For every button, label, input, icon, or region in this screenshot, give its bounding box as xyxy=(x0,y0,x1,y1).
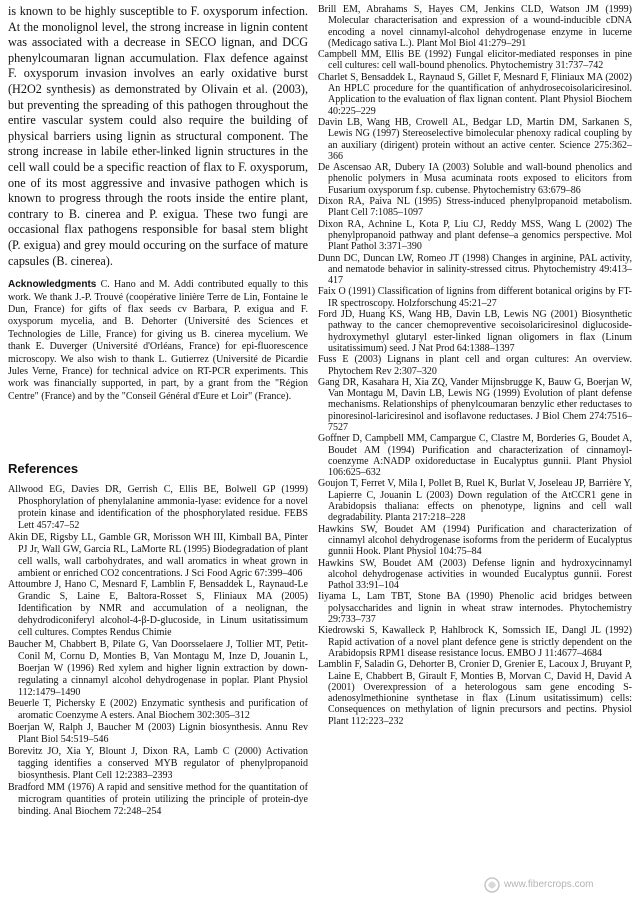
acknowledgements-label: Acknowledgments xyxy=(8,279,97,291)
reference-entry: Borevitz JO, Xia Y, Blount J, Dixon RA, Lamb C (2000) Activation tagging identifies a conserved MYB regulator of phenylpropanoid biosynthesis. Plant Cell 12:2383–2393 xyxy=(8,746,308,781)
reference-entry: Hawkins SW, Boudet AM (2003) Defense lignin and hydroxycinnamyl alcohol dehydrogenase activities in wounded Eucalyptus gunnii. Forest Pathol 33:91–104 xyxy=(318,557,632,592)
reference-entry: Beuerle T, Pichersky E (2002) Enzymatic synthesis and purification of aromatic Coenzyme A esters. Anal Biochem 302:305–312 xyxy=(8,698,308,722)
reference-entry: De Ascensao AR, Dubery IA (2003) Soluble and wall-bound phenolics and phenolic polymers in Musa acuminata roots exposed to elicitors from Fusarium oxysporum f.sp. cubense. Phytochemistry 63:679–86 xyxy=(318,162,632,196)
reference-entry: Davin LB, Wang HB, Crowell AL, Bedgar LD, Martin DM, Sarkanen S, Lewis NG (1997) Stereoselective bimolecular phenoxy radical coupling by an auxiliary (dirigent) protein without an active center. Science 275:362–366 xyxy=(318,116,632,162)
reference-entry: Boerjan W, Ralph J, Baucher M (2003) Lignin biosynthesis. Annu Rev Plant Biol 54:519–546 xyxy=(8,722,308,746)
watermark-text: www.fibercrops.com xyxy=(504,879,594,890)
references-right-list xyxy=(318,4,632,727)
references-left-list xyxy=(8,484,308,817)
reference-entry: Ford JD, Huang KS, Wang HB, Davin LB, Lewis NG (2001) Biosynthetic pathway to the cancer chemopreventive secoisolariciresinol diglucoside-hydroxymethyl glutaryl ester-linked lignan oligomers in flax (Linum usitatissimum) seed. J Nat Prod 64:1388–1397 xyxy=(318,309,632,354)
acknowledgements xyxy=(8,279,308,403)
reference-entry: Gang DR, Kasahara H, Xia ZQ, Vander Mijnsbrugge K, Bauw G, Boerjan W, Van Montagu M, Davin LB, Lewis NG (1999) Evolution of plant defense mechanisms. Relationships of phenylcoumaran benzylic ether reductases to pinoresinol-lariciresinol and isoflavone reductases. J Biol Chem 274:7516–7527 xyxy=(318,376,632,433)
reference-entry: Kiedrowski S, Kawalleck P, Hahlbrock K, Somssich IE, Dangl JL (1992) Rapid activation of a novel plant defence gene is strictly dependent on the Arabidopsis RPM1 disease resistance locus. EMBO J 11:4677–4684 xyxy=(318,625,632,659)
left-column xyxy=(8,4,308,818)
right-column xyxy=(318,4,632,727)
reference-entry: Akin DE, Rigsby LL, Gamble GR, Morisson WH III, Kimball BA, Pinter PJ Jr, Wall GW, Garcia RL, LaMorte RL (1995) Biodegradation of plant cell walls, wall carbohydrates, and wall aromatics in wheat grown in ambient or enriched CO2 concentrations. J Sci Food Agric 67:399–406 xyxy=(8,531,308,579)
reference-entry: Baucher M, Chabbert B, Pilate G, Van Doorsselaere J, Tollier MT, Petit-Conil M, Cornu D, Monties B, Van Montagu M, Inze D, Jouanin L, Boerjan W (1996) Red xylem and higher lignin extraction by down-regulating a cinnamyl alcohol dehydrogenase in poplar. Plant Physiol 112:1479–1490 xyxy=(8,638,308,698)
body-paragraph: is known to be highly susceptible to F. oxysporum infection. At the monolignol level, the strong increase in lignin content was associated with a decrease in SECO lignan, and DCG phenylcoumaran lignan accumulation. Flax defence against F. oxysporum invasion involves an early oxidative burst (H2O2 synthesis) as demonstrated by Olivain et al. (2003), but preventing the spreading of this pathogen throughout the entire vascular system could also require the building of physical barriers using lignin as structural component. The strong increase in labile ether-linked lignin structures in the cell wall could be a specific reaction of flax to F. oxysporum, one of its most aggressive and invasive pathogen which is known to progress through the roots inside the entire plant, contrary to B. cinerea and P. exigua. These two fungi are occasional flax pathogens responsible for basal stem blight (P. exigua) and grey mould occuring on the surface of mature capsules (B. cinerea). xyxy=(8,4,308,268)
reference-entry: Bradford MM (1976) A rapid and sensitive method for the quantitation of microgram quantities of protein utilizing the principle of protein-dye binding. Anal Biochem 72:248–254 xyxy=(8,781,308,817)
reference-entry: Allwood EG, Davies DR, Gerrish C, Ellis BE, Bolwell GP (1999) Phosphorylation of phenylalanine ammonia-lyase: evidence for a novel protein kinase and identification of the phosphorylated residue. FEBS Lett 457:47–52 xyxy=(8,484,308,531)
references-heading: References xyxy=(8,461,79,477)
reference-entry: Attoumbre J, Hano C, Mesnard F, Lamblin F, Bensaddek L, Raynaud-Le Grandic S, Laine E, Baltora-Rosset S, Fliniaux MA (2005) Identification by NMR and accumulation of a neolignan, the dehydrodiconiferyl alcohol-4-β-D-glucoside, in Linum usitatissimum cell cultures. Comptes Rendus Chimie xyxy=(8,579,308,639)
reference-entry: Brill EM, Abrahams S, Hayes CM, Jenkins CLD, Watson JM (1999) Molecular characterisation and expression of a wound-inducible cDNA encoding a novel cinnamyl-alcohol dehydrogenase enzyme in lucerne (Medicago sativa L.). Plant Mol Biol 41:279–291 xyxy=(318,4,632,49)
reference-entry: Faix O (1991) Classification of lignins from different botanical origins by FT-IR spectroscopy. Holzforschung 45:21–27 xyxy=(318,286,632,309)
reference-entry: Fuss E (2003) Lignans in plant cell and organ cultures: An overview. Phytochem Rev 2:307–320 xyxy=(318,354,632,377)
acknowledgements-text: C. Hano and M. Addi contributed equally to this work. We thank J.-P. Trouvé (coopérative linière Terre de Lin, Fontaine le Dun, France) for gifts of flax seeds cv Barbara, P. exigua and F. oxysporum mycelia, and B. Dehorter (Université des Sciences et Technologies de Lille, France) for giving us B. cinerea mycelium. We thank E. Duverger (Université d'Orléans, France) for epi-fluorescence microscopy. We also wish to thank L. Gutierrez (Université de Picardie Jules Verne, France) for technical advice on RT-PCR experiments. This work was financially supported, in part, by a grant from the "Région Centre" (France) and by the "Conseil Général d'Eure et Loir" (France). xyxy=(8,279,309,402)
reference-entry: Dixon RA, Achnine L, Kota P, Liu CJ, Reddy MSS, Wang L (2002) The phenylpropanoid pathway and plant defense–a genomics perspective. Mol Plant Pathol 3:371–390 xyxy=(318,218,632,253)
watermark xyxy=(482,874,632,896)
reference-entry: Goffner D, Campbell MM, Campargue C, Clastre M, Borderies G, Boudet A, Boudet AM (1994) Purification and characterization of cinnamoyl-coenzyme A:NADP oxidoreductase in Eucalyptus gunnii. Plant Physiol 106:625–632 xyxy=(318,433,632,479)
reference-entry: Campbell MM, Ellis BE (1992) Fungal elicitor-mediated responses in pine cell cultures: cell wall-bound phenolics. Phytochemistry 31:737–742 xyxy=(318,49,632,72)
reference-entry: Hawkins SW, Boudet AM (1994) Purification and characterization of cinnamyl alcohol dehydrogenase isoforms from the periderm of Eucalyptus gunnii Hook. Plant Physiol 104:75–84 xyxy=(318,523,632,558)
reference-entry: Lamblin F, Saladin G, Dehorter B, Cronier D, Grenier E, Lacoux J, Bruyant P, Laine E, Chabbert B, Girault F, Monties B, Morvan C, David H, David A (2001) Overexpression of a heterologous sam gene encoding S-adenosylmethionine synthetase in flax (Linum usitatissimum) cells: Consequences on methylation of lignin precursors and pectins. Physiol Plant 112:223–232 xyxy=(318,659,632,727)
reference-entry: Charlet S, Bensaddek L, Raynaud S, Gillet F, Mesnard F, Fliniaux MA (2002) An HPLC procedure for the quantification of anhydrosecoisolariciresinol. Application to the evaluation of flax lignan content. Plant Physiol Biochem 40:225–229 xyxy=(318,71,632,117)
reference-entry: Goujon T, Ferret V, Mila I, Pollet B, Ruel K, Burlat V, Joseleau JP, Barrière Y, Lapierre C, Jouanin L (2003) Down regulation of the AtCCR1 gene in Arabidopsis thaliana: effects on phenotype, lignins and cell wall degradability. Planta 217:218–228 xyxy=(318,478,632,524)
reference-entry: Dixon RA, Paiva NL (1995) Stress-induced phenylpropanoid metabolism. Plant Cell 7:1085–1097 xyxy=(318,196,632,219)
reference-entry: Iiyama L, Lam TBT, Stone BA (1990) Phenolic acid bridges between polysaccharides and lignin in wheat straw internodes. Phytochemistry 29:733–737 xyxy=(318,591,632,626)
reference-entry: Dunn DC, Duncan LW, Romeo JT (1998) Changes in arginine, PAL activity, and nematode behavior in salinity-stressed citrus. Phytochemistry 49:413–417 xyxy=(318,252,632,287)
